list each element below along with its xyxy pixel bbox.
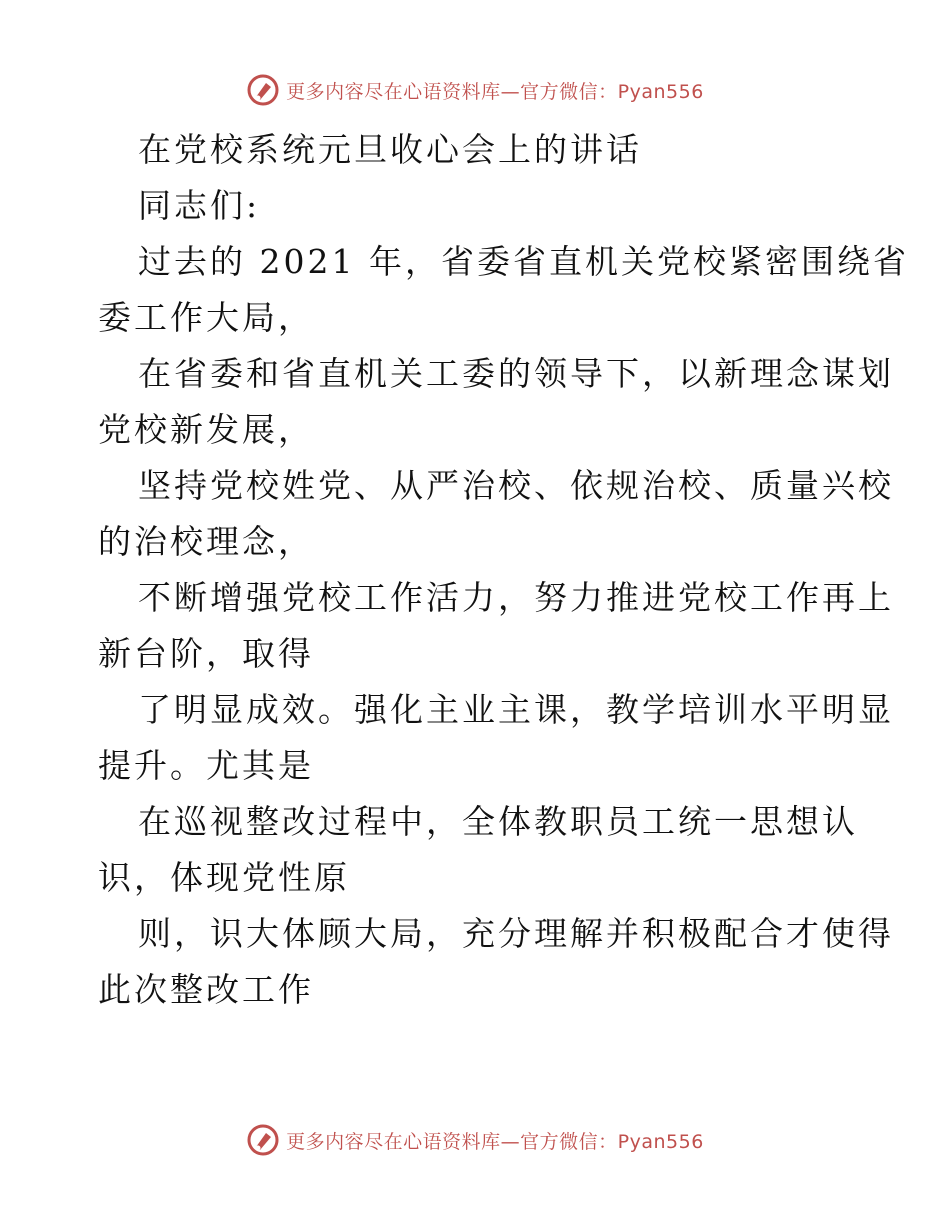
body-line: 过去的 2021 年，省委省直机关党校紧密围绕省: [138, 242, 909, 281]
watermark-text: 更多内容尽在心语资料库—官方微信：Pyan556: [286, 80, 704, 103]
document-body: [98, 122, 909, 1018]
pen-nib-logo-icon: [246, 73, 280, 107]
body-line: 提升。尤其是: [98, 746, 314, 785]
watermark-text: 更多内容尽在心语资料库—官方微信：Pyan556: [286, 1130, 704, 1153]
body-line: 则，识大体顾大局，充分理解并积极配合才使得: [138, 914, 894, 953]
body-line: 识，体现党性原: [98, 858, 350, 897]
body-line: 在巡视整改过程中，全体教职员工统一思想认: [138, 802, 858, 841]
body-line: 坚持党校姓党、从严治校、依规治校、质量兴校: [138, 466, 894, 505]
body-line: 党校新发展，: [98, 410, 314, 449]
body-line: 了明显成效。强化主业主课，教学培训水平明显: [138, 690, 894, 729]
pen-nib-logo-icon: [246, 1123, 280, 1157]
footer-watermark: [0, 1120, 950, 1160]
body-line: 的治校理念，: [98, 522, 314, 561]
document-title: 在党校系统元旦收心会上的讲话: [138, 130, 642, 169]
salutation: 同志们:: [138, 186, 261, 225]
body-line: 不断增强党校工作活力，努力推进党校工作再上: [138, 578, 894, 617]
header-watermark: [0, 70, 950, 110]
body-line: 新台阶，取得: [98, 634, 314, 673]
body-line: 此次整改工作: [98, 970, 314, 1009]
body-line: 在省委和省直机关工委的领导下，以新理念谋划: [138, 354, 894, 393]
body-line: 委工作大局，: [98, 298, 314, 337]
